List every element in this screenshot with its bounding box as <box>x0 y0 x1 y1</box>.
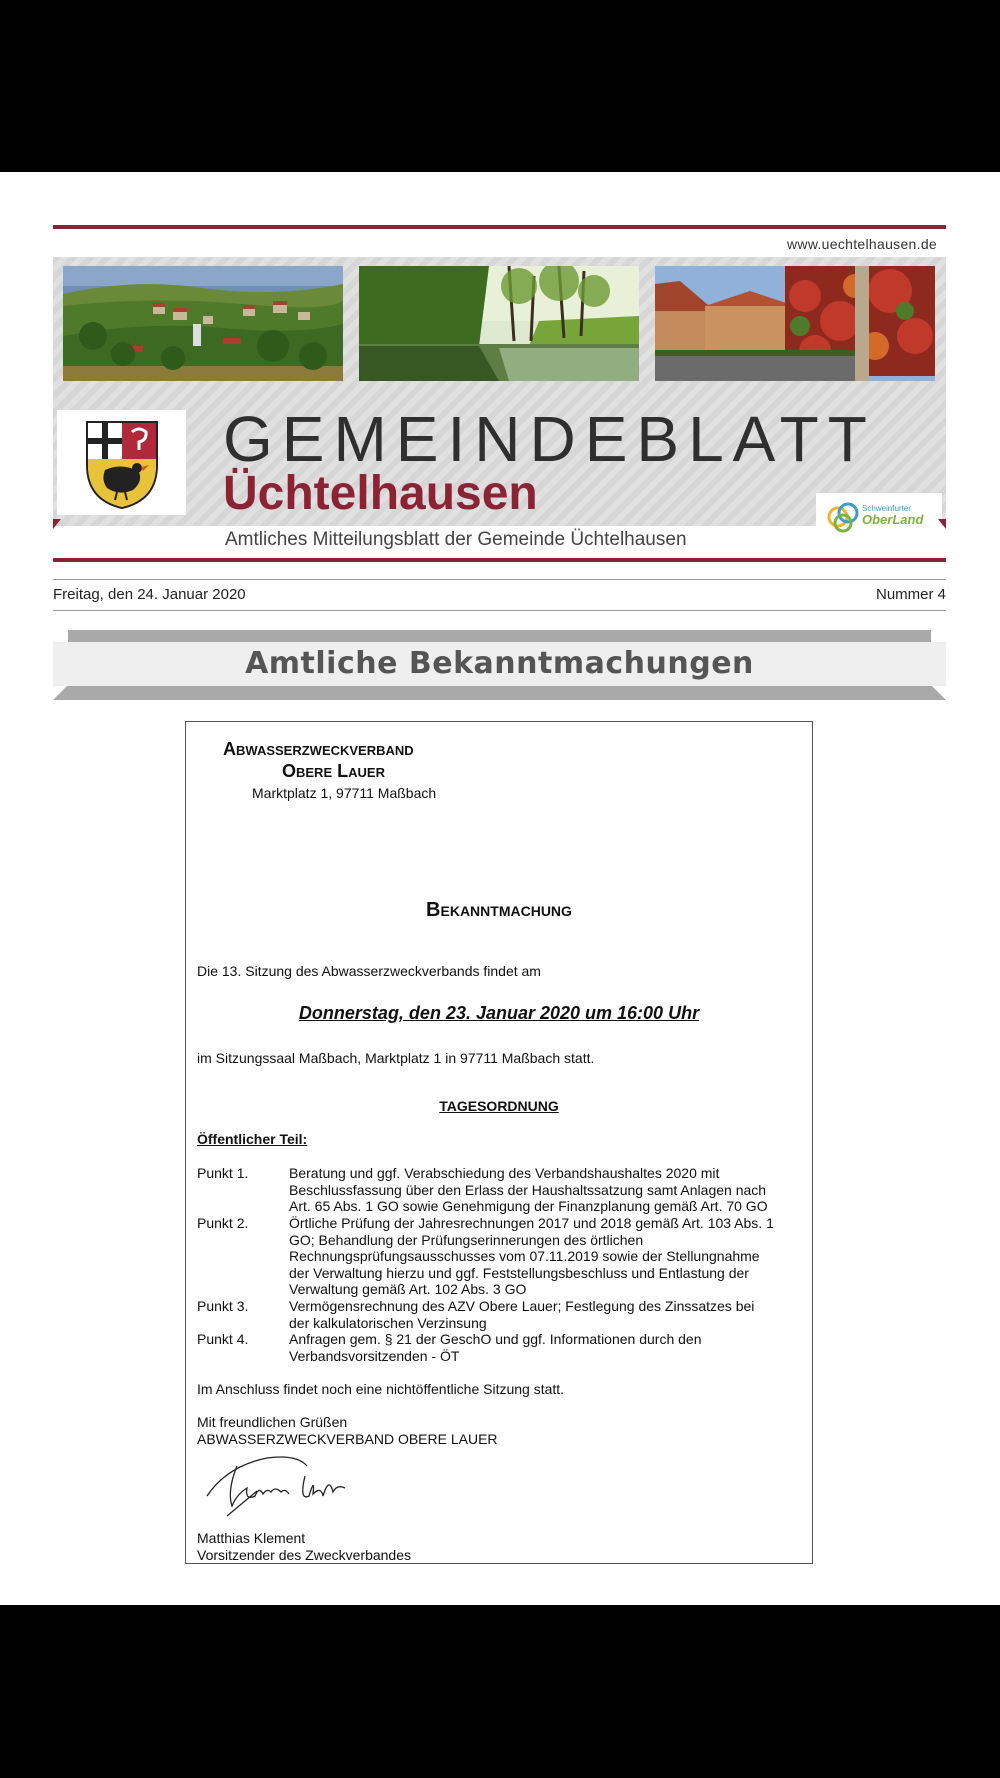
meeting-location: im Sitzungssaal Maßbach, Marktplatz 1 in 97711 Maßbach statt. <box>197 1050 595 1066</box>
greeting-organization: ABWASSERZWECKVERBAND OBERE LAUER <box>197 1431 498 1447</box>
section-fold-right <box>932 686 946 700</box>
signer-role: Vorsitzender des Zweckverbandes <box>197 1547 411 1563</box>
agenda-item-text <box>289 1331 799 1364</box>
org-address: Marktplatz 1, 97711 Maßbach <box>252 785 437 801</box>
issue-number: Nummer 4 <box>875 586 946 603</box>
agenda-line: der Verwaltung hierzu und ggf. Feststellungsbeschluss und Entlastung der <box>289 1264 749 1281</box>
banner-corner-left <box>53 519 61 529</box>
closing-note: Im Anschluss findet noch eine nichtöffentliche Sitzung statt. <box>197 1381 565 1397</box>
org-name-line1: Abwasserzweckverband <box>223 739 414 759</box>
agenda-item <box>197 1165 797 1215</box>
section-title: Amtliche Bekanntmachungen <box>245 646 754 681</box>
agenda-line: GO; Behandlung der Prüfungserinnerungen des örtlichen <box>289 1231 644 1248</box>
section-banner <box>53 642 946 686</box>
agenda-item-number: Punkt 4. <box>197 1331 249 1347</box>
newsletter-title: GEMEINDEBLATT <box>223 403 876 475</box>
logo-big-text: OberLand <box>862 512 924 527</box>
coat-of-arms <box>57 410 186 515</box>
handwritten-signature <box>197 1446 357 1526</box>
agenda-line: Rechnungsprüfungsausschusses vom 07.11.2019 sowie der Stellungnahme <box>289 1248 760 1264</box>
agenda-title: TAGESORDNUNG <box>439 1098 559 1114</box>
agenda-item-text <box>289 1165 799 1215</box>
agenda-line: Anfragen gem. § 21 der GeschO und ggf. Informationen durch den <box>289 1331 702 1347</box>
section-banner-underside <box>53 686 946 700</box>
agenda-line: Beschlussfassung über den Erlass der Haushaltssatzung samt Anlagen nach <box>289 1181 767 1198</box>
municipality-name: Üchtelhausen <box>223 467 538 520</box>
logo-small-text: Schweinfurter <box>862 504 911 513</box>
website-url: www.uechtelhausen.de <box>787 236 937 252</box>
org-name-line2: Obere Lauer <box>282 761 385 781</box>
banner-corner-right <box>938 519 946 529</box>
agenda-line: Beratung und ggf. Verabschiedung des Verbandshaushaltes 2020 mit <box>289 1165 720 1181</box>
river-photo <box>359 266 639 381</box>
agenda-item <box>197 1215 797 1298</box>
agenda-line: Örtliche Prüfung der Jahresrechnungen 2017 und 2018 gemäß Art. 103 Abs. 1 <box>289 1215 774 1231</box>
notice-heading: Bekanntmachung <box>426 899 572 921</box>
agenda-item-number: Punkt 1. <box>197 1165 249 1181</box>
notice-intro: Die 13. Sitzung des Abwasserzweckverbands findet am <box>197 963 541 979</box>
agenda-item-number: Punkt 2. <box>197 1215 249 1231</box>
newsletter-tagline: Amtliches Mitteilungsblatt der Gemeinde Üchtelhausen <box>225 529 687 550</box>
public-part-heading: Öffentlicher Teil: <box>197 1131 308 1147</box>
header-banner <box>53 257 946 550</box>
agenda-item <box>197 1298 797 1331</box>
agenda-line: Vermögensrechnung des AZV Obere Lauer; Festlegung des Zinssatzes bei <box>289 1298 755 1314</box>
greeting: Mit freundlichen Grüßen <box>197 1414 348 1430</box>
agenda-item-number: Punkt 3. <box>197 1298 249 1314</box>
issue-date: Freitag, den 24. Januar 2020 <box>53 586 246 603</box>
issue-info-bar <box>53 579 946 611</box>
agenda-item-text <box>289 1215 799 1298</box>
agenda-line: Art. 65 Abs. 1 GO sowie Genehmigung der Finanzplanung gemäß Art. 70 GO <box>289 1198 768 1214</box>
agenda-line: der kalkulatorischen Verzinsung <box>289 1314 487 1331</box>
section-fold-left <box>53 686 67 700</box>
agenda-item <box>197 1331 797 1364</box>
agenda-line: Verwaltung gemäß Art. 102 Abs. 3 GO <box>289 1281 527 1297</box>
notice-document <box>185 721 813 1564</box>
newsletter-page <box>0 172 1000 1605</box>
oberland-logo <box>816 493 942 535</box>
agenda-line: Verbandsvorsitzenden - ÖT <box>289 1347 460 1364</box>
village-photo <box>63 266 343 381</box>
header-bottom-rule <box>53 558 946 562</box>
agenda-item-text <box>289 1298 799 1331</box>
header-top-rule <box>53 225 946 229</box>
signer-name: Matthias Klement <box>197 1530 306 1546</box>
section-banner-shadow <box>68 630 931 642</box>
meeting-date-time: Donnerstag, den 23. Januar 2020 um 16:00 Uhr <box>298 1003 700 1023</box>
houses-photo <box>655 266 935 381</box>
